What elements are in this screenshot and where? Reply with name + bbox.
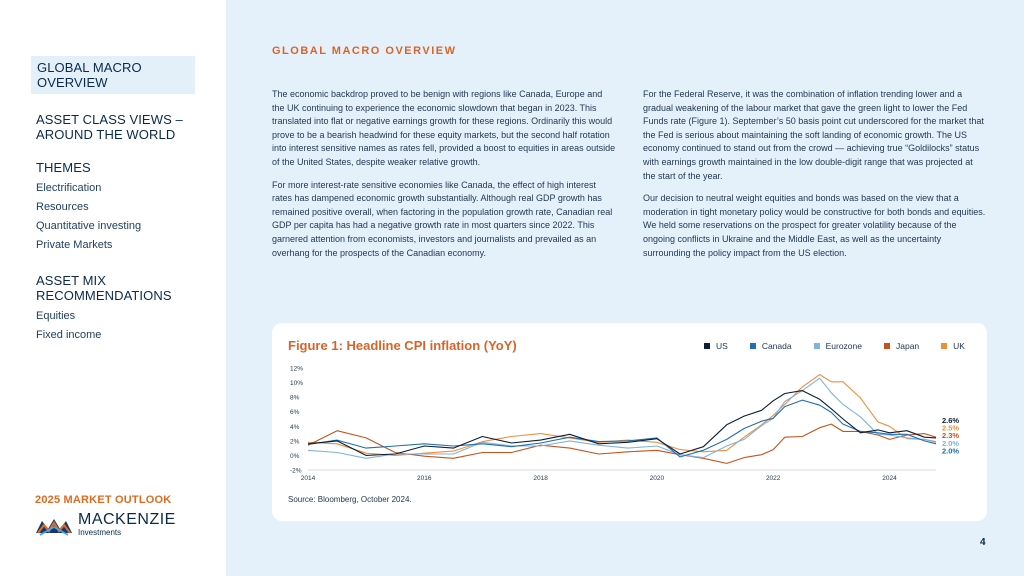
series-line-canada	[308, 400, 936, 457]
legend-swatch	[704, 343, 710, 349]
x-tick-label: 2022	[765, 475, 781, 482]
end-value-label: 2.6%	[942, 416, 960, 425]
legend-swatch	[814, 343, 820, 349]
y-tick-label: 2%	[290, 438, 300, 446]
figure-card	[272, 323, 987, 521]
logo-name: MACKENZIE	[78, 511, 176, 528]
nav-subitem-quantitative-investing[interactable]: Quantitative investing	[36, 220, 142, 232]
y-tick-label: 10%	[290, 380, 304, 388]
legend-item-eurozone	[814, 341, 862, 351]
legend-item-canada	[750, 341, 792, 351]
x-tick-label: 2016	[417, 475, 432, 482]
legend-label: Japan	[895, 341, 920, 351]
x-tick-label: 2018	[533, 475, 548, 482]
sidebar-nav	[31, 56, 195, 345]
nav-subitem-private-markets[interactable]: Private Markets	[36, 239, 113, 251]
sidebar	[0, 0, 226, 576]
y-tick-label: 6%	[290, 409, 300, 417]
end-value-label: 2.0%	[942, 446, 960, 456]
text-column-right	[643, 88, 987, 269]
paragraph: The economic backdrop proved to be benign with regions like Canada, Europe and the UK continuing to experience the economic slowdown that began in 2023. This translated into flat or negative earnings growth for these regions. Ordinarily this would prove to be a bearish headwind for these equity markets, but the second half rotation into interest sensitive names as rates fell, provided a boost to equities in areas outside of the United States, despite weaker relative growth.	[272, 89, 616, 167]
legend-swatch	[941, 343, 947, 349]
x-tick-label: 2020	[649, 475, 665, 482]
paragraph: For more interest-rate sensitive economies like Canada, the effect of high interest rates has dampened economic growth substantially. Although real GDP growth has remained positive overall, when factoring in the population growth rate, Canadian real GDP per capita has had a negative growth rate in most quarters since 2022. This garnered attention from economists, investors and journalists and prevailed as an overhang for the prospects of the Canadian economy.	[272, 179, 613, 258]
legend-label: US	[716, 341, 728, 351]
figure-source: Source: Bloomberg, October 2024.	[288, 495, 412, 504]
end-value-label: 2.0%	[942, 438, 960, 448]
y-tick-label: -2%	[290, 467, 302, 475]
nav-item-themes[interactable]: THEMES	[36, 160, 91, 175]
page-title: GLOBAL MACRO OVERVIEW	[272, 45, 457, 57]
chart-legend	[704, 341, 987, 351]
y-tick-label: 8%	[290, 394, 300, 402]
x-tick-label: 2014	[300, 475, 316, 482]
series-line-japan	[308, 424, 936, 463]
nav-item-asset-mix[interactable]: ASSET MIX RECOMMENDATIONS	[36, 273, 172, 303]
text-column-left	[272, 88, 616, 269]
nav-item-asset-class-views[interactable]: ASSET CLASS VIEWS – AROUND THE WORLD	[36, 112, 183, 142]
legend-label: Canada	[761, 341, 792, 351]
legend-item-uk	[941, 341, 965, 351]
legend-item-japan	[884, 341, 919, 351]
legend-label: Eurozone	[825, 341, 862, 351]
y-tick-label: 0%	[290, 452, 300, 460]
paragraph: Our decision to neutral weight equities and bonds was based on the view that a moderation in tight monetary policy would be constructive for both bonds and equities. We held some reservations on the prospect for greater volatility because of the ongoing conflicts in Ukraine and the Middle East, as well as the uncertainty surrounding the policy impact from the US election.	[643, 193, 986, 258]
nav-subitem-fixed-income[interactable]: Fixed income	[36, 329, 102, 341]
mackenzie-logo	[35, 512, 176, 537]
page-number: 4	[980, 537, 986, 548]
x-tick-label: 2024	[882, 475, 897, 482]
mackenzie-logo-icon	[35, 513, 73, 537]
legend-label: UK	[953, 341, 965, 351]
y-tick-label: 4%	[290, 423, 300, 431]
end-value-label: 2.5%	[942, 423, 960, 433]
paragraph: For the Federal Reserve, it was the combination of inflation trending lower and a gradual weakening of the labour market that gave the green light to lower the Fed Funds rate (Figure 1). September’s 50 basis point cut underscored for the market that the Fed is serious about maintaining the soft landing of economic growth. The US economy continued to stand out from the crowd — achieving true “Goldilocks” status with earnings growth maintained in the low double-digit range that was projected at the start of the year.	[643, 89, 984, 181]
main-content	[226, 0, 1024, 576]
nav-item-global-macro-overview[interactable]	[31, 56, 195, 94]
report-title: 2025 MARKET OUTLOOK	[35, 494, 172, 506]
nav-subitem-equities[interactable]: Equities	[36, 310, 76, 322]
end-value-label: 2.3%	[942, 431, 960, 441]
nav-subitem-electrification[interactable]: Electrification	[36, 182, 102, 194]
series-line-uk	[308, 375, 936, 456]
nav-item-label: GLOBAL MACRO OVERVIEW	[37, 60, 142, 90]
legend-swatch	[750, 343, 756, 349]
logo-subtitle: Investments	[78, 528, 122, 537]
legend-swatch	[884, 343, 890, 349]
y-tick-label: 12%	[290, 365, 304, 373]
legend-item-us	[704, 341, 728, 351]
nav-subitem-resources[interactable]: Resources	[36, 201, 89, 213]
figure-title: Figure 1: Headline CPI inflation (YoY)	[288, 338, 517, 353]
